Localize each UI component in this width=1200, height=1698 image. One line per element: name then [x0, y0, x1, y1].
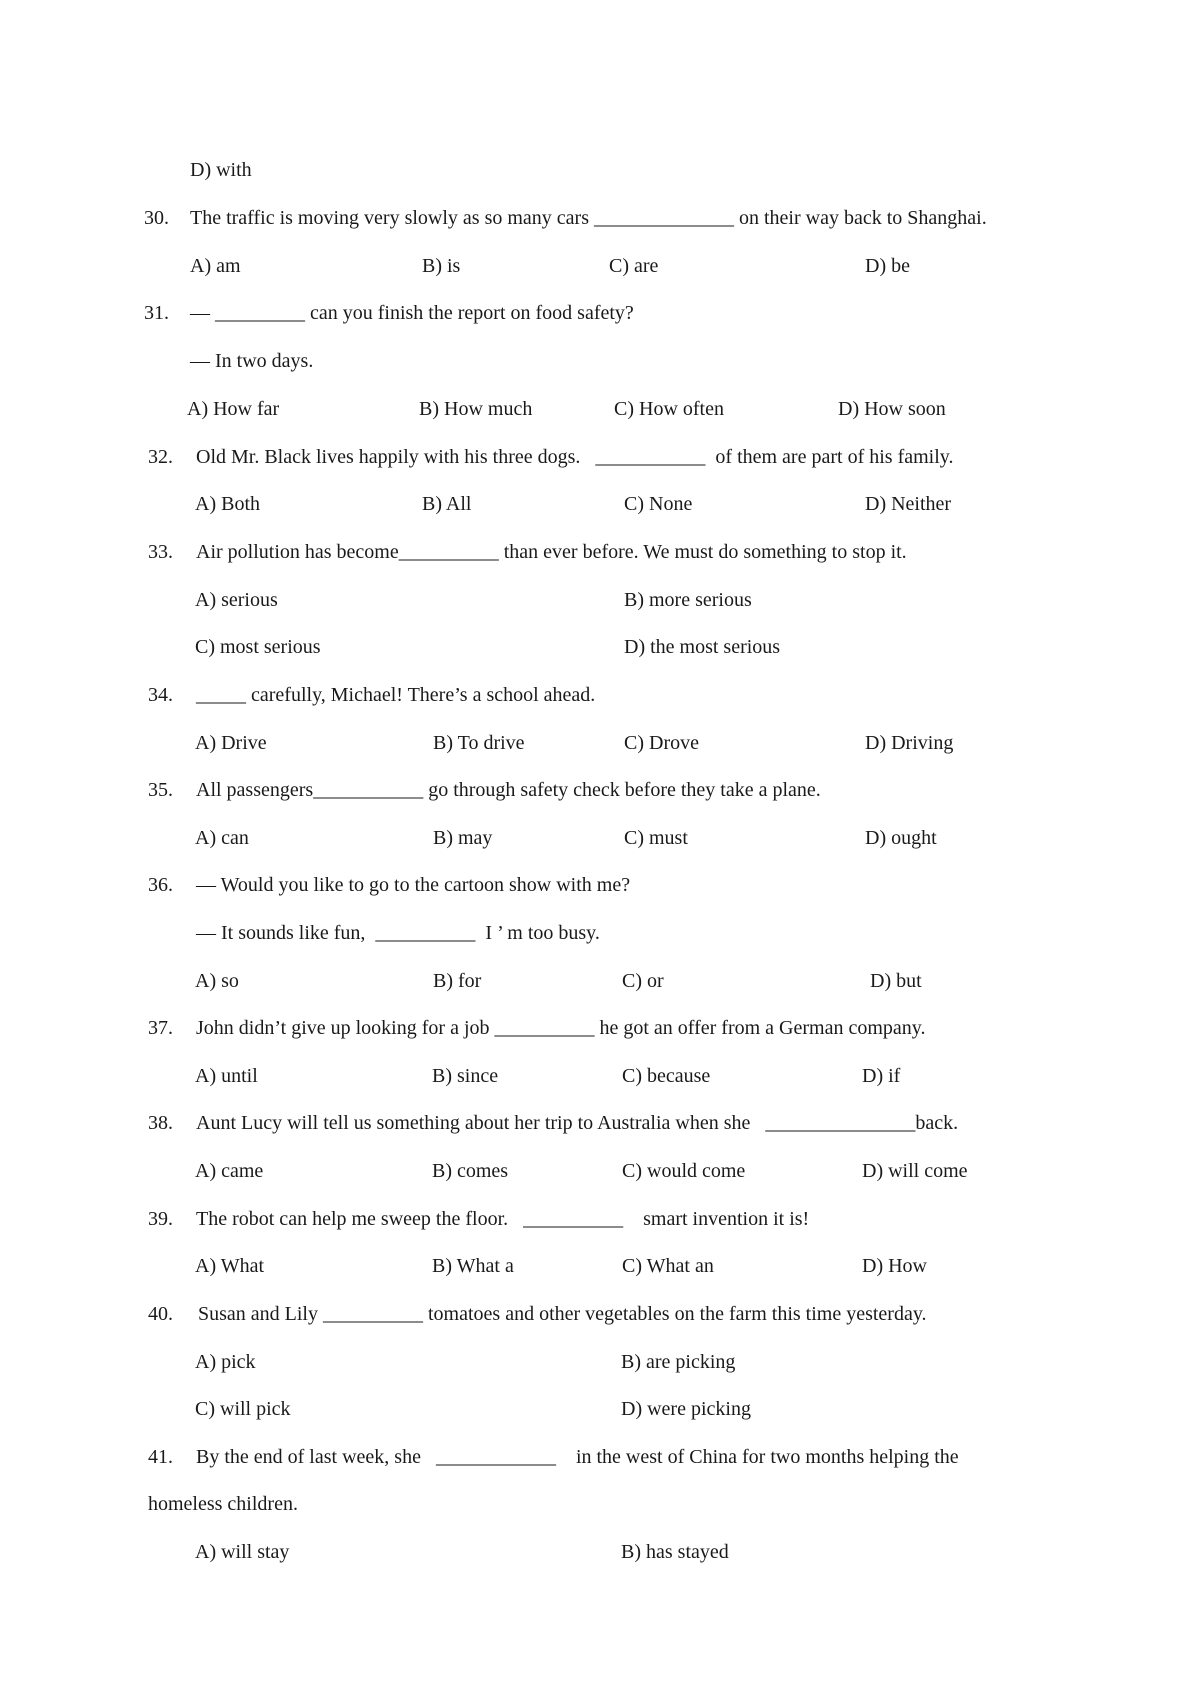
q33-number: 33.	[148, 541, 173, 563]
q30-option-a: A) am	[190, 255, 241, 277]
q35-option-c: C) must	[624, 827, 688, 849]
q41-stem-continued: homeless children.	[148, 1493, 298, 1515]
q35-stem: All passengers___________ go through safety check before they take a plane.	[196, 779, 821, 801]
q34-option-a: A) Drive	[195, 732, 267, 754]
q36-number: 36.	[148, 874, 173, 896]
q34-option-d: D) Driving	[865, 732, 954, 754]
q41-option-b: B) has stayed	[621, 1541, 729, 1563]
q35-number: 35.	[148, 779, 173, 801]
q39-option-c: C) What an	[622, 1255, 714, 1277]
q31-option-c: C) How often	[614, 398, 724, 420]
q38-option-d: D) will come	[862, 1160, 968, 1182]
q41-option-a: A) will stay	[195, 1541, 290, 1563]
q38-option-a: A) came	[195, 1160, 264, 1182]
q31-option-d: D) How soon	[838, 398, 946, 420]
q38-option-c: C) would come	[622, 1160, 746, 1182]
q38-option-b: B) comes	[432, 1160, 509, 1182]
q40-stem: Susan and Lily __________ tomatoes and other vegetables on the farm this time yesterday.	[198, 1303, 927, 1325]
q33-option-d: D) the most serious	[624, 636, 781, 658]
q35-option-a: A) can	[195, 827, 249, 849]
q39-option-a: A) What	[195, 1255, 265, 1277]
q30-stem: The traffic is moving very slowly as so many cars ______________ on their way back to Shanghai.	[190, 207, 987, 229]
q37-option-a: A) until	[195, 1065, 258, 1087]
q41-stem: By the end of last week, she ____________ in the west of China for two months helping the	[196, 1446, 959, 1468]
q40-number: 40.	[148, 1303, 173, 1325]
q37-number: 37.	[148, 1017, 173, 1039]
q31-option-b: B) How much	[419, 398, 533, 420]
q40-option-d: D) were picking	[621, 1398, 751, 1420]
q31-reply: — In two days.	[190, 350, 314, 372]
q36-option-a: A) so	[195, 970, 239, 992]
q40-option-a: A) pick	[195, 1351, 256, 1373]
q39-option-d: D) How	[862, 1255, 927, 1277]
q33-option-b: B) more serious	[624, 589, 752, 611]
q33-option-c: C) most serious	[195, 636, 321, 658]
q30-option-d: D) be	[865, 255, 910, 277]
q36-option-c: C) or	[622, 970, 664, 992]
q32-stem: Old Mr. Black lives happily with his three dogs. ___________ of them are part of his family.	[196, 446, 954, 468]
q34-option-c: C) Drove	[624, 732, 699, 754]
q40-option-c: C) will pick	[195, 1398, 291, 1420]
q36-option-d: D) but	[870, 970, 922, 992]
q35-option-d: D) ought	[865, 827, 937, 849]
q30-number: 30.	[144, 207, 169, 229]
q35-option-b: B) may	[433, 827, 493, 849]
q30-option-c: C) are	[609, 255, 659, 277]
q39-stem: The robot can help me sweep the floor. __________ smart invention it is!	[196, 1208, 810, 1230]
q32-option-c: C) None	[624, 493, 693, 515]
q31-option-a: A) How far	[187, 398, 280, 420]
q33-stem: Air pollution has become__________ than ever before. We must do something to stop it.	[196, 541, 907, 563]
q32-number: 32.	[148, 446, 173, 468]
q38-number: 38.	[148, 1112, 173, 1134]
q37-option-b: B) since	[432, 1065, 499, 1087]
q32-option-d: D) Neither	[865, 493, 952, 515]
q33-option-a: A) serious	[195, 589, 278, 611]
q34-stem: _____ carefully, Michael! There’s a school ahead.	[196, 684, 596, 706]
q30-option-b: B) is	[422, 255, 461, 277]
q32-option-b: B) All	[422, 493, 472, 515]
q40-option-b: B) are picking	[621, 1351, 736, 1373]
q38-stem: Aunt Lucy will tell us something about her trip to Australia when she _______________back.	[196, 1112, 959, 1134]
q36-option-b: B) for	[433, 970, 482, 992]
q32-option-a: A) Both	[195, 493, 260, 515]
q34-number: 34.	[148, 684, 173, 706]
q34-option-b: B) To drive	[433, 732, 525, 754]
q31-stem: — _________ can you finish the report on food safety?	[190, 302, 634, 324]
q41-number: 41.	[148, 1446, 173, 1468]
q39-number: 39.	[148, 1208, 173, 1230]
q29-option-d: D) with	[190, 159, 252, 181]
q37-option-d: D) if	[862, 1065, 901, 1087]
q37-stem: John didn’t give up looking for a job __________ he got an offer from a German company.	[196, 1017, 926, 1039]
q39-option-b: B) What a	[432, 1255, 514, 1277]
q31-number: 31.	[144, 302, 169, 324]
q36-stem: — Would you like to go to the cartoon show with me?	[196, 874, 631, 896]
q37-option-c: C) because	[622, 1065, 711, 1087]
q36-reply: — It sounds like fun, __________ I ’ m too busy.	[196, 922, 600, 944]
